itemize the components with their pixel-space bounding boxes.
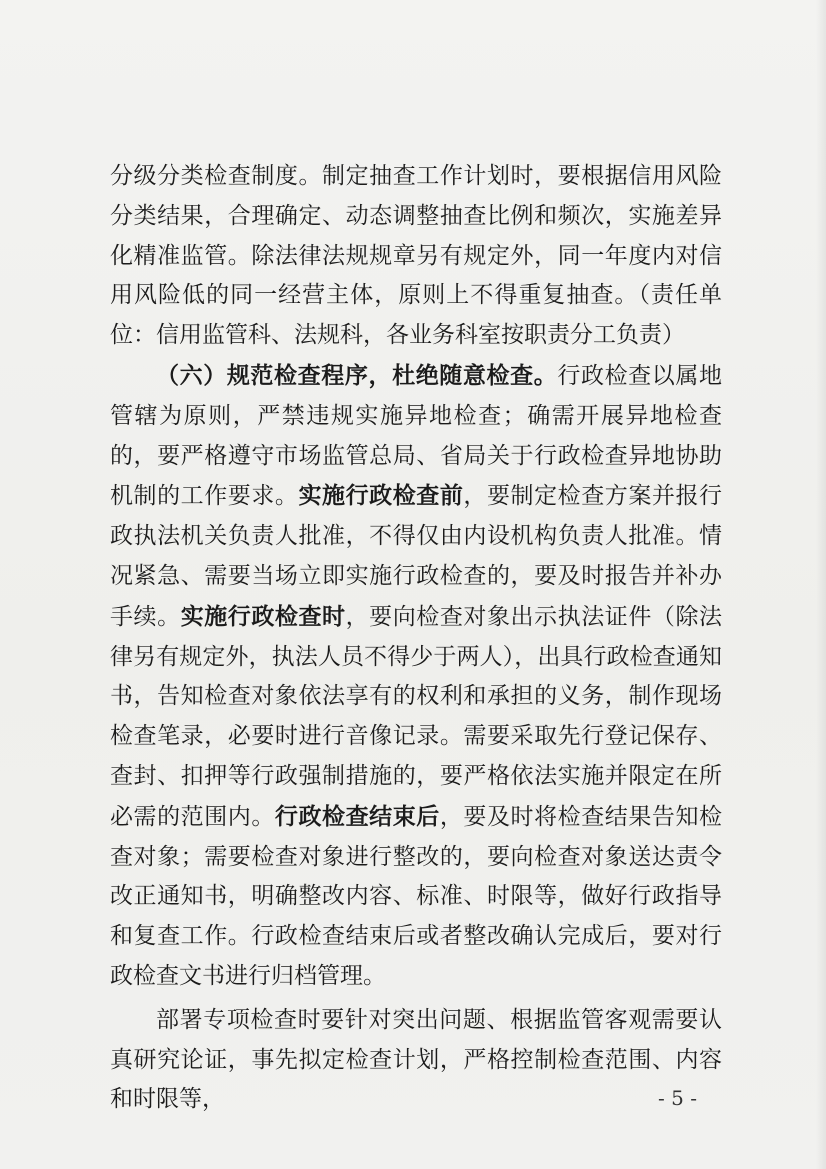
document-body bbox=[110, 157, 722, 1120]
paragraph-2-text-4: ，要及时将检查结果告知检查对象；需要检查对象进行整改的，要向检查对象送达责令改正通知书，明确整改内容、标准、时限等，做好行政指导和复查工作。行政检查结束后或者整改确认完成后，要对行政检查文书进行归档管理。 bbox=[110, 803, 723, 989]
paragraph-2-text-2: ，要制定检查方案并报行政执法机关负责人批准，不得仅由内设机构负责人批准。情况紧急、需要当场立即实施行政检查的，要及时报告并补办手续。 bbox=[110, 483, 723, 630]
paragraph-2-text-1: 行政检查以属地管辖为原则，严禁违规实施异地检查；确需开展异地检查的，要严格遵守市场监管总局、省局关于行政检查异地协助机制的工作要求。 bbox=[110, 362, 723, 510]
paragraph-2-text-3: ，要向检查对象出示执法证件（除法律另有规定外，执法人员不得少于两人），出具行政检查通知书，告知检查对象依法享有的权利和承担的义务，制作现场检查笔录，必要时进行音像记录。需要采取先行登记保存、查封、扣押等行政强制措施的，要严格依法实施并限定在所必需的范围内。 bbox=[110, 603, 723, 830]
paragraph-2 bbox=[110, 356, 722, 997]
paragraph-1: 分级分类检查制度。制定抽查工作计划时，要根据信用风险分类结果，合理确定、动态调整抽查比例和频次，实施差异化精准监管。除法律法规规章另有规定外，同一年度内对信用风险低的同一经营主体，原则上不得重复抽查。（责任单位：信用监管科、法规科，各业务科室按职责分工负责） bbox=[110, 163, 722, 349]
paragraph-3: 部署专项检查时要针对突出问题、根据监管客观需要认真研究论证，事先拟定检查计划，严格控制检查范围、内容和时限等， bbox=[110, 1006, 722, 1113]
section-heading: （六）规范检查程序，杜绝随意检查。 bbox=[156, 361, 558, 389]
page-number: - 5 - bbox=[658, 1086, 697, 1110]
scan-edge-shadow bbox=[816, 0, 826, 1169]
after-inspection-label: 行政检查结束后 bbox=[274, 802, 440, 830]
during-inspection-label: 实施行政检查时 bbox=[180, 602, 346, 630]
before-inspection-label: 实施行政检查前 bbox=[298, 482, 464, 510]
